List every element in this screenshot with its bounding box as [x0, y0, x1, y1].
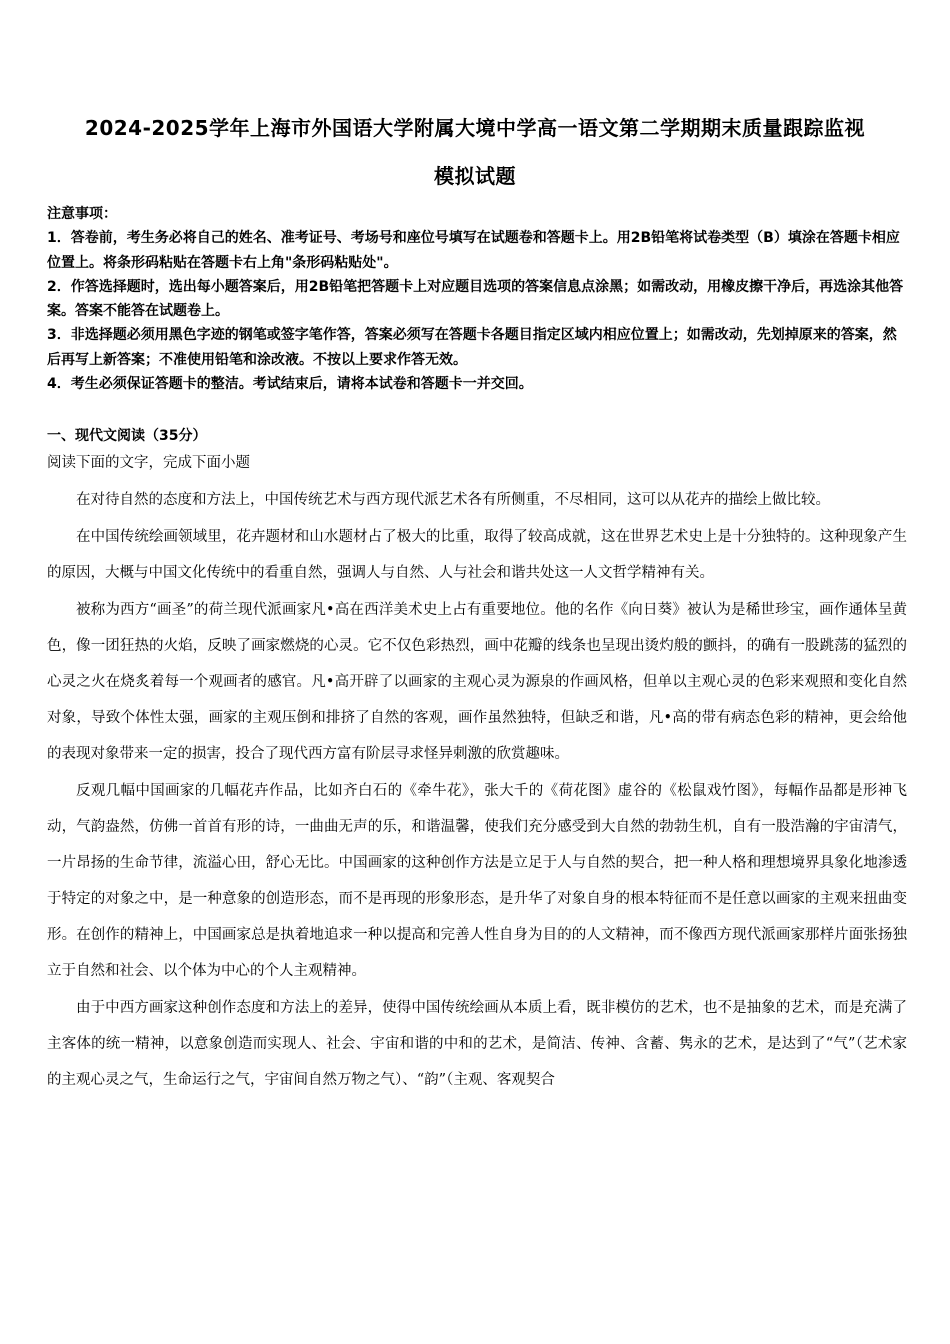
document-title-line-1: 2024-2025学年上海市外国语大学附属大境中学高一语文第二学期期末质量跟踪监视	[84, 116, 866, 140]
passage-paragraph-2: 在中国传统绘画领域里，花卉题材和山水题材占了极大的比重，取得了较高成就，这在世界艺术史上是十分独特的。这种现象产生的原因，大概与中国文化传统中的看重自然，强调人与自然、人与社会和谐共处这一人文哲学精神有关。	[47, 529, 907, 581]
notice-item-4: 4．考生必须保证答题卡的整洁。考试结束后，请将本试卷和答题卡一并交回。	[47, 376, 533, 393]
reading-passage	[47, 482, 907, 1099]
reading-instruction: 阅读下面的文字，完成下面小题	[47, 455, 250, 471]
notice-heading: 注意事项：	[47, 206, 117, 222]
document-title-line-2: 模拟试题	[434, 164, 516, 188]
passage-paragraph-5: 由于中西方画家这种创作态度和方法上的差异，使得中国传统绘画从本质上看，既非模仿的艺术，也不是抽象的艺术，而是充满了主客体的统一精神，以意象创造而实现人、社会、宇宙和谐的中和的艺术，是简洁、传神、含蓄、隽永的艺术，是达到了“气”（艺术家的主观心灵之气，生命运行之气，宇宙间自然万物之气）、“韵”（主观、客观契合	[47, 1000, 907, 1088]
passage-paragraph-3: 被称为西方“画圣”的荷兰现代派画家凡•高在西洋美术史上占有重要地位。他的名作《向日葵》被认为是稀世珍宝，画作通体呈黄色，像一团狂热的火焰，反映了画家燃烧的心灵。它不仅色彩热烈，画中花瓣的线条也呈现出烫灼般的颤抖，的确有一股跳荡的猛烈的心灵之火在烧炙着每一个观画者的感官。凡•高开辟了以画家的主观心灵为源泉的作画风格，但单以主观心灵的色彩来观照和变化自然对象，导致个体性太强，画家的主观压倒和排挤了自然的客观，画作虽然独特，但缺乏和谐，凡•高的带有病态色彩的精神，更会给他的表现对象带来一定的损害，投合了现代西方富有阶层寻求怪异刺激的欣赏趣味。	[47, 602, 907, 762]
notice-item-2: 2．作答选择题时，选出每小题答案后，用2B铅笔把答题卡上对应题目选项的答案信息点涂黑；如需改动，用橡皮擦干净后，再选涂其他答案。答案不能答在试题卷上。	[47, 278, 904, 320]
passage-paragraph-1: 在对待自然的态度和方法上，中国传统艺术与西方现代派艺术各有所侧重，不尽相同，这可以从花卉的描绘上做比较。	[76, 492, 830, 508]
notice-item-1: 1．答卷前，考生务必将自己的姓名、准考证号、考场号和座位号填写在试题卷和答题卡上。用2B铅笔将试卷类型（B）填涂在答题卡相应位置上。将条形码粘贴在答题卡右上角"条形码粘贴处"。	[47, 230, 900, 271]
notice-block	[47, 202, 907, 396]
notice-item-3: 3．非选择题必须用黑色字迹的钢笔或签字笔作答，答案必须写在答题卡各题目指定区域内相应位置上；如需改动，先划掉原来的答案，然后再写上新答案；不准使用铅笔和涂改液。不按以上要求作答无效。	[47, 327, 897, 368]
section-heading: 一、现代文阅读（35分）	[47, 428, 207, 444]
passage-paragraph-4: 反观几幅中国画家的几幅花卉作品，比如齐白石的《牵牛花》，张大千的《荷花图》虚谷的《松鼠戏竹图》，每幅作品都是形神飞动，气韵盎然，仿佛一首首有形的诗，一曲曲无声的乐，和谐温馨，使我们充分感受到大自然的勃勃生机，自有一股浩瀚的宇宙清气，一片昂扬的生命节律，流溢心田，舒心无比。中国画家的这种创作方法是立足于人与自然的契合，把一种人格和理想境界具象化地渗透于特定的对象之中，是一种意象的创造形态，而不是再现的形象形态，是升华了对象自身的根本特征而不是任意以画家的主观来扭曲变形。在创作的精神上，中国画家总是执着地追求一种以提高和完善人性自身为目的的人文精神，而不像西方现代派画家那样片面张扬独立于自然和社会、以个体为中心的个人主观精神。	[47, 783, 907, 979]
